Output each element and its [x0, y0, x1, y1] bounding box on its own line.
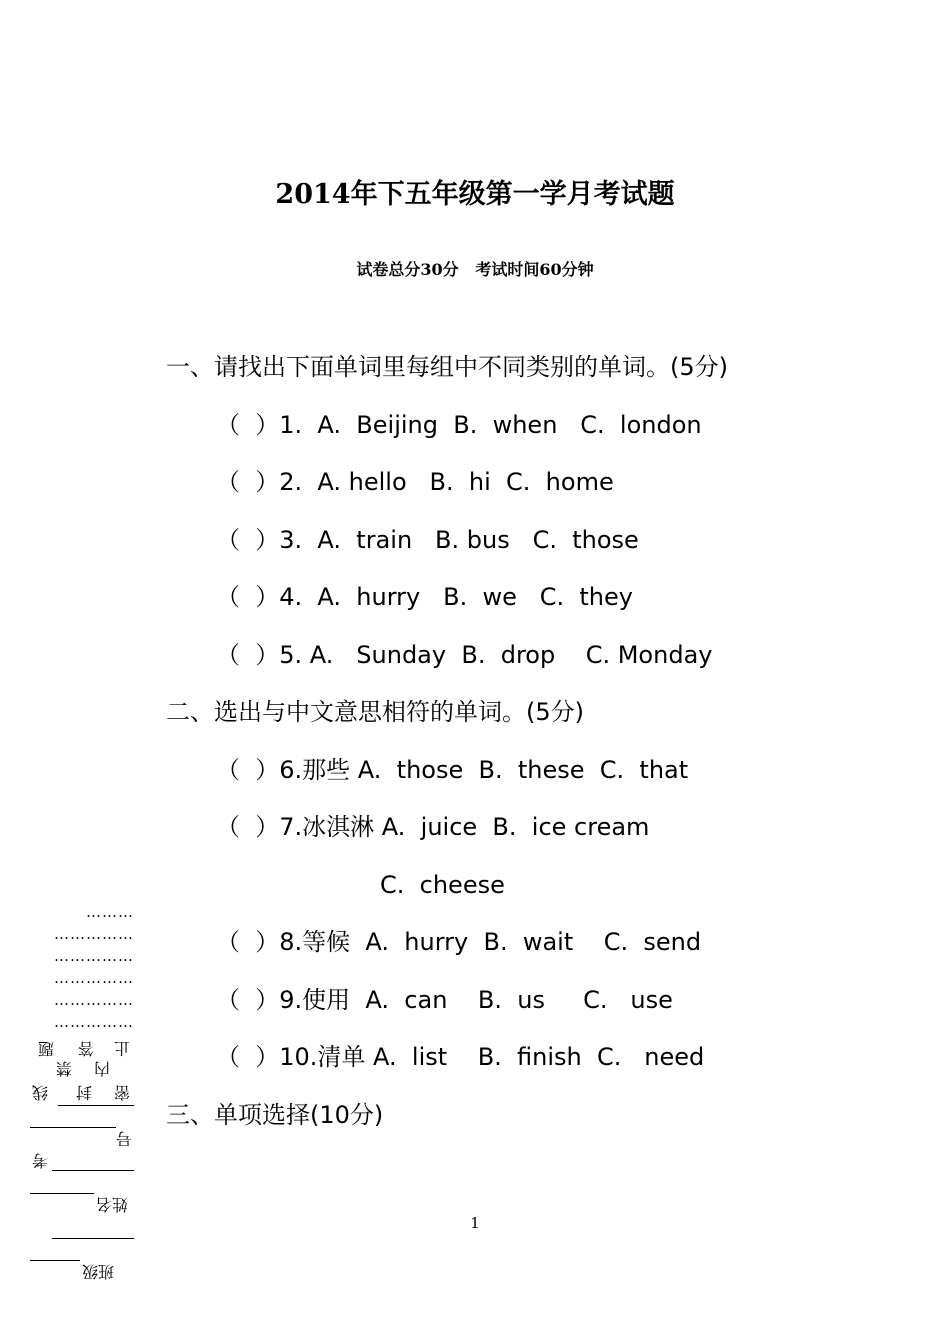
question-7-option-c: C. cheese — [380, 871, 505, 899]
exam-number-label: 考 — [32, 1151, 49, 1170]
name-line — [30, 1193, 94, 1194]
question-1: （ ）1. A. Beijing B. when C. london — [216, 411, 702, 439]
question-4: （ ）4. A. hurry B. we C. they — [216, 583, 633, 611]
margin-underline — [58, 1105, 134, 1106]
seal-word: 答 — [78, 1039, 95, 1058]
exam-number-line — [30, 1127, 116, 1128]
seal-word: 止 — [114, 1039, 131, 1058]
seal-word: 线 — [32, 1083, 49, 1102]
seal-word: 禁 — [56, 1059, 73, 1078]
question-6: （ ）6.那些 A. those B. these C. that — [216, 756, 689, 784]
seal-word: 密 — [114, 1083, 131, 1102]
section-1-heading: 一、请找出下面单词里每组中不同类别的单词。(5分) — [166, 353, 728, 381]
margin-dots: ……… — [86, 903, 134, 921]
page-number: 1 — [470, 1214, 480, 1232]
question-2: （ ）2. A. hello B. hi C. home — [216, 468, 614, 496]
question-8: （ ）8.等候 A. hurry B. wait C. send — [216, 928, 702, 956]
section-2-heading: 二、选出与中文意思相符的单词。(5分) — [166, 698, 584, 726]
class-label: 班级 — [82, 1262, 115, 1281]
seal-word: 题 — [38, 1039, 55, 1058]
margin-dots: …………… — [54, 991, 134, 1009]
exam-title: 2014年下五年级第一学月考试题 — [275, 179, 675, 210]
name-label: 姓名 — [96, 1195, 129, 1214]
question-5: （ ）5. A. Sunday B. drop C. Monday — [216, 641, 713, 669]
question-7: （ ）7.冰淇淋 A. juice B. ice cream — [216, 813, 650, 841]
margin-dots: …………… — [54, 925, 134, 943]
exam-subtitle: 试卷总分30分 考试时间60分钟 — [356, 260, 594, 279]
class-line — [52, 1238, 134, 1239]
margin-dots: …………… — [54, 947, 134, 965]
margin-dots: …………… — [54, 969, 134, 987]
section-3-heading: 三、单项选择(10分) — [166, 1101, 384, 1129]
question-9: （ ）9.使用 A. can B. us C. use — [216, 986, 673, 1014]
question-10: （ ）10.清单 A. list B. finish C. need — [216, 1043, 705, 1071]
exam-number-label: 号 — [116, 1129, 133, 1148]
seal-word: 内 — [94, 1059, 111, 1078]
margin-dots: …………… — [54, 1013, 134, 1031]
class-line — [30, 1260, 80, 1261]
exam-number-line — [52, 1170, 134, 1171]
question-3: （ ）3. A. train B. bus C. those — [216, 526, 639, 554]
seal-word: 封 — [76, 1083, 93, 1102]
